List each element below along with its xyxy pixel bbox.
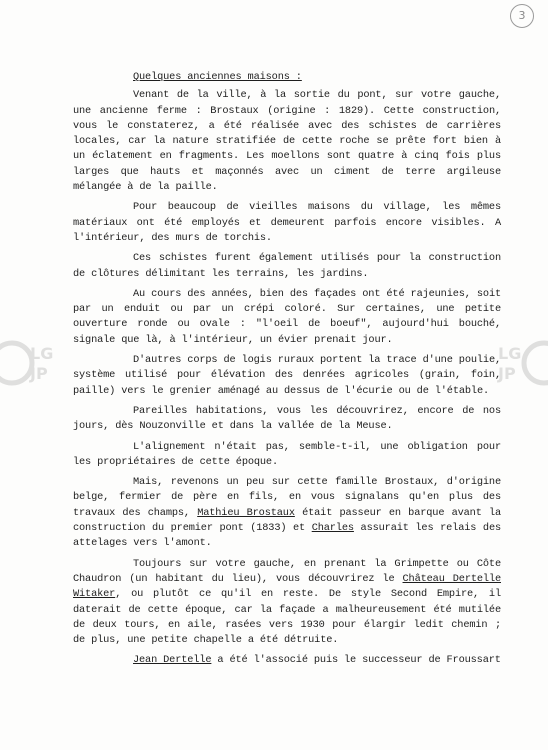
underlined-name: Charles bbox=[311, 522, 354, 535]
paragraph-chateau bbox=[73, 557, 501, 649]
paragraph-alignement: L'alignement n'était pas, semble-t-il, une obligation pour les propriétaires de cette époque. bbox=[73, 440, 501, 468]
paragraph-jean-dertelle bbox=[73, 653, 501, 668]
underlined-name: Mathieu Brostaux bbox=[197, 506, 295, 519]
paragraph-schistes: Ces schistes furent également utilisés pour la construction de clôtures délimitant les terrains, les jardins. bbox=[73, 252, 501, 280]
watermark-logo-text: JP bbox=[498, 364, 516, 383]
text-run: était passeur en barque avant la construction du premier pont (1833) et bbox=[73, 506, 502, 535]
paragraph-famille-brostaux bbox=[73, 475, 501, 551]
page-number-mark: 3 bbox=[510, 4, 534, 28]
paragraph-facades: Au cours des années, bien des façades ont été rajeunies, soit par un enduit ou par un crépi coloré. Sur certaines, une petite ouverture ronde ou ovale : "l'oeil de boeuf", aujourd'hui bouché, signale que là, à l'intérieur, un évier prenait jour. bbox=[73, 287, 501, 346]
paragraph-habitations: Pareilles habitations, vous les découvrirez, encore de nos jours, dès Nouzonville et dans la vallée de la Meuse. bbox=[73, 404, 501, 433]
underlined-name: Château Dertelle Witaker bbox=[73, 572, 501, 601]
text-run: assurait les relais des attelages vers l'amont. bbox=[73, 522, 501, 550]
underlined-name: Jean Dertelle bbox=[133, 654, 212, 667]
text-run: Toujours sur votre gauche, en prenant la Grimpette ou Côte Chaudron (un habitant du lieu), vous découvrirez le bbox=[73, 557, 501, 585]
watermark-logo-text: LG bbox=[498, 344, 522, 363]
paragraph-materiaux: Pour beaucoup de vieilles maisons du village, les mêmes matériaux ont été employés et demeurent parfois encore visibles. A l'intérieur, des murs de torchis. bbox=[73, 201, 501, 244]
watermark-logo-text: LG bbox=[30, 344, 54, 363]
paragraph-poulie: D'autres corps de logis ruraux portent la trace d'une poulie, système utilisé pour élévation des denrées agricoles (grain, foin, paille) vers le grenier aménagé au dessus de l'écurie ou de l'étable. bbox=[73, 354, 501, 397]
watermark-logo-right bbox=[496, 335, 548, 391]
paragraph-ferme-brostaux: Venant de la ville, à la sortie du pont, sur votre gauche, une ancienne ferme : Brostaux (origine : 1829). Cette construction, vous le constaterez, a été réalisée avec des schistes de carrières locales, car la nature stratifiée de cette roche se prête fort bien à un éclatement en fragments. Les moellons sont quatre à cinq fois plus larges que hauts et maçonnés avec un ciment de terre argileuse mélangée à de la paille. bbox=[73, 89, 501, 194]
watermark-logo-left bbox=[0, 335, 54, 391]
document-body bbox=[73, 70, 501, 674]
text-run: a été l'associé puis le successeur de Froussart bbox=[211, 654, 501, 667]
text-run: Mais, revenons un peu sur cette famille Brostaux, d'origine belge, fermier de père en fils, en vous signalans qu'en plus des travaux des champs, bbox=[73, 476, 501, 519]
watermark-logo-text: JP bbox=[30, 364, 48, 383]
section-heading: Quelques anciennes maisons : bbox=[133, 71, 302, 83]
text-run: , ou plutôt ce qu'il en reste. De style Second Empire, il daterait de cette époque, car la façade a malheureusement été mutilée de deux tours, en aile, rasées vers 1930 pour élargir ledit chemin ; de plus, une petite chapelle a été détruite. bbox=[73, 588, 501, 647]
